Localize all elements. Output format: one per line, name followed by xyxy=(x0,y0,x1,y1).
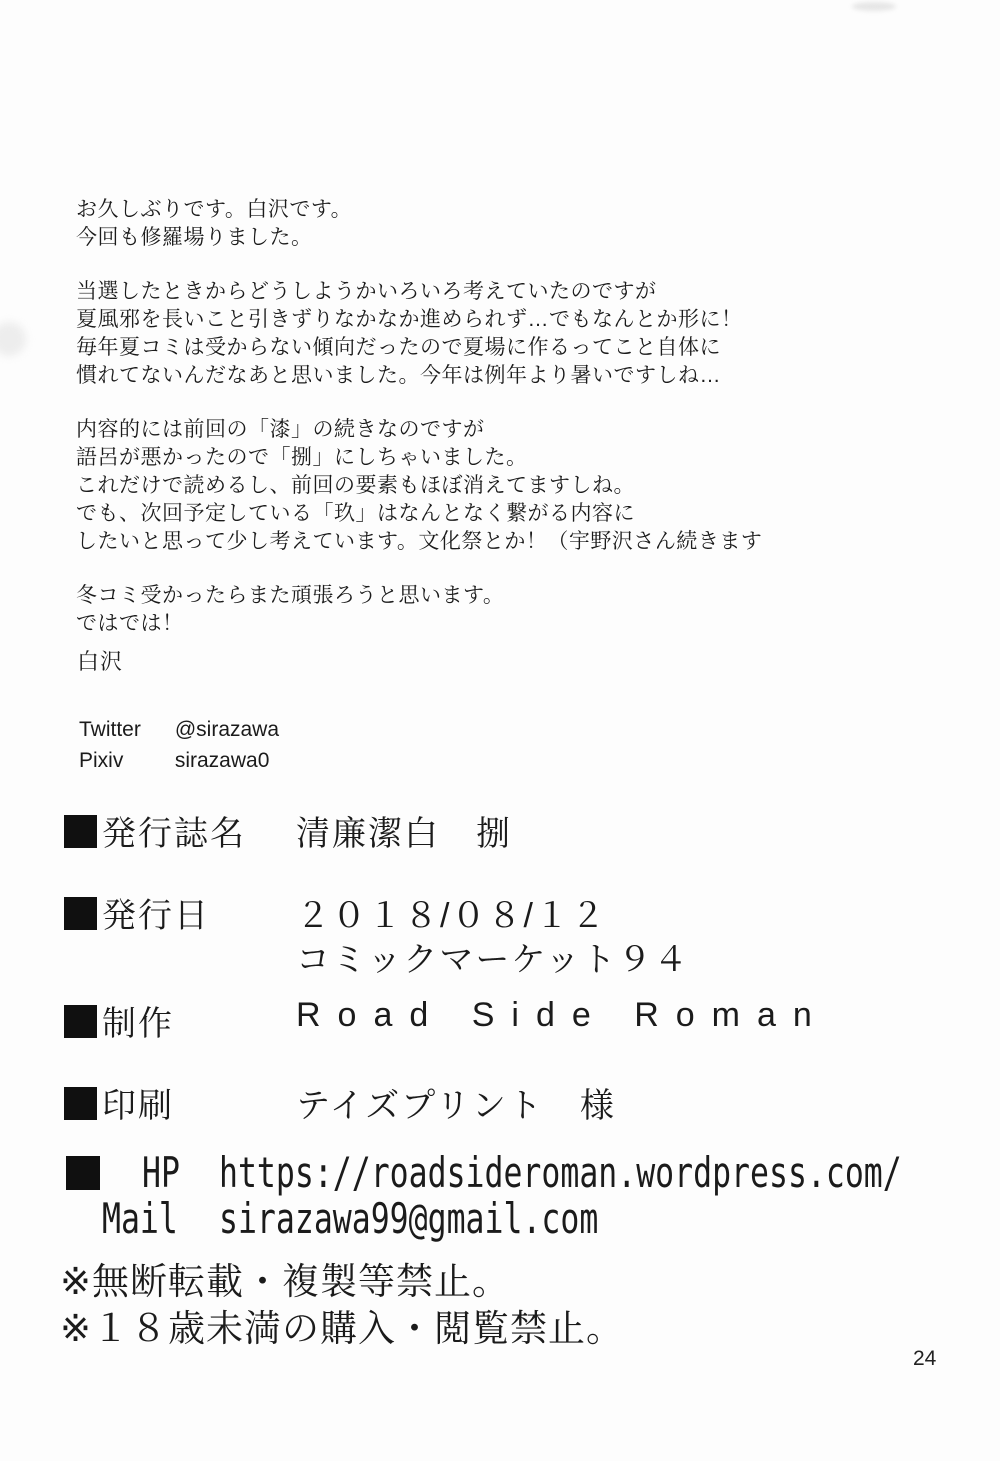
publication-date-row xyxy=(64,888,690,979)
afterword-line: これだけで読めるし、前回の要素もほぼ消えてますしね。 xyxy=(76,474,635,497)
afterword-line: 毎年夏コミは受からない傾向だったので夏場に作るってこと自体に xyxy=(76,336,721,359)
pixiv-label: Pixiv xyxy=(79,749,124,772)
square-bullet-icon xyxy=(64,897,97,930)
afterword-line: 夏風邪を長いこと引きずりなかなか進められず…でもなんとか形に！ xyxy=(76,308,743,331)
afterword-line: 今回も修羅場りました。 xyxy=(76,226,313,249)
square-bullet-icon xyxy=(66,1156,100,1190)
afterword-paragraph xyxy=(76,278,796,390)
mail-address: sirazawa99@gmail.com xyxy=(219,1194,599,1243)
scan-smudge xyxy=(0,322,26,356)
publication-date-value: ２０１８/０８/１２ xyxy=(296,897,607,935)
afterword-line: でも、次回予定している「玖」はなんとなく繋がる内容に xyxy=(76,502,635,525)
author-signature: 白沢 xyxy=(77,649,124,674)
production-circle-name: Road Side Roman xyxy=(296,996,829,1034)
printer-label: 印刷 xyxy=(102,1087,174,1125)
afterword-line: 慣れてないんだなあと思いました。今年は例年より暑いですしね… xyxy=(76,364,721,387)
afterword-line: 当選したときからどうしようかいろいろ考えていたのですが xyxy=(76,280,657,303)
afterword-line: お久しぶりです。白沢です。 xyxy=(76,198,353,221)
afterword-line: したいと思って少し考えています。文化祭とか！（宇野沢さん続きます xyxy=(76,530,763,553)
publication-title-row xyxy=(64,806,512,855)
production-row xyxy=(64,996,829,1045)
pixiv-contact-row xyxy=(79,745,279,776)
pixiv-handle: sirazawa0 xyxy=(174,749,270,772)
afterword-line: 内容的には前回の「漆」の続きなのですが xyxy=(76,418,485,441)
afterword-paragraph xyxy=(76,582,796,638)
copyright-notices xyxy=(60,1258,624,1352)
afterword-paragraph xyxy=(76,416,796,556)
hp-label: HP xyxy=(142,1148,180,1197)
production-label: 制作 xyxy=(102,1005,174,1043)
publication-title-value: 清廉潔白 捌 xyxy=(296,815,512,853)
publication-date-label: 発行日 xyxy=(102,897,210,935)
no-reproduction-notice: ※無断転載・複製等禁止。 xyxy=(60,1261,511,1302)
publication-title-label: 発行誌名 xyxy=(102,815,246,853)
square-bullet-icon xyxy=(64,815,97,848)
homepage-url: https://roadsideroman.wordpress.com/ xyxy=(219,1148,902,1197)
contact-list xyxy=(79,714,279,776)
printer-name: テイズプリント 様 xyxy=(296,1087,616,1125)
twitter-handle: @sirazawa xyxy=(174,718,280,741)
afterword-line: ではでは！ xyxy=(76,612,184,635)
afterword-line: 冬コミ受かったらまた頑張ろうと思います。 xyxy=(76,584,505,607)
afterword-paragraph xyxy=(76,196,796,252)
square-bullet-icon xyxy=(64,1087,97,1120)
twitter-label: Twitter xyxy=(79,718,141,741)
printer-row xyxy=(64,1078,616,1127)
page-number: 24 xyxy=(913,1347,937,1370)
afterword-line: 語呂が悪かったので「捌」にしちゃいました。 xyxy=(76,446,528,469)
twitter-contact-row xyxy=(79,714,279,745)
age-restriction-notice: ※１８歳未満の購入・閲覧禁止。 xyxy=(60,1308,625,1349)
links-block xyxy=(64,1148,964,1248)
publication-event-value: コミックマーケット９４ xyxy=(296,941,690,979)
scan-smudge xyxy=(852,2,896,11)
square-bullet-icon xyxy=(64,1005,97,1038)
mail-label: Mail xyxy=(102,1194,178,1243)
afterword-text xyxy=(76,196,796,664)
